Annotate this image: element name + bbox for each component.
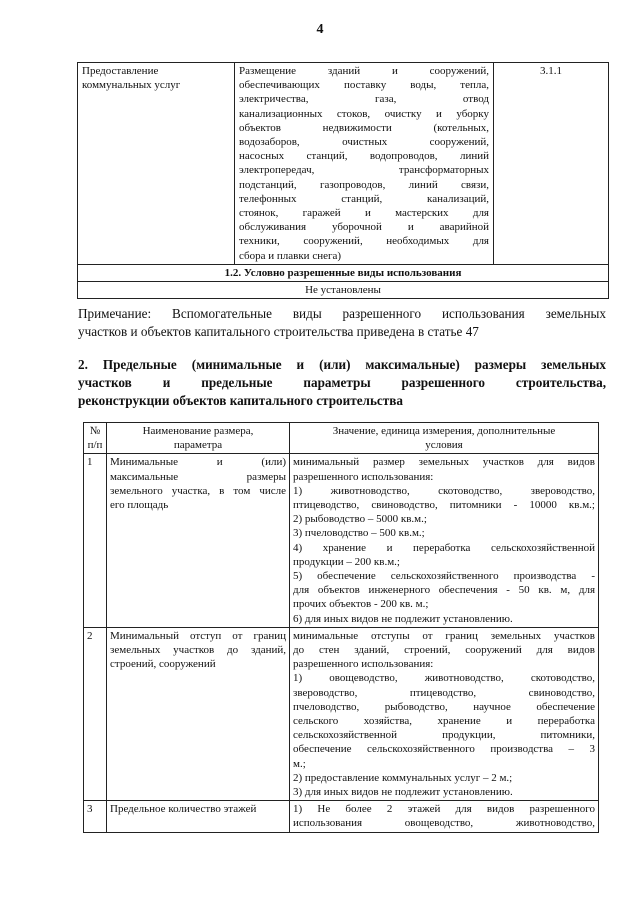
page-number: 4 bbox=[316, 22, 324, 37]
note-paragraph bbox=[78, 305, 606, 341]
header-line: условия bbox=[425, 439, 463, 452]
value-line: разрешенного использования: bbox=[293, 658, 434, 671]
value-line: пчеловодство, рыбоводство, научное обеспечение bbox=[293, 700, 595, 713]
subheading-cell bbox=[78, 264, 609, 281]
header-line: параметра bbox=[173, 439, 223, 452]
description-line: обслуживания уборочной и аварийной bbox=[239, 221, 489, 234]
header-line: Наименование размера, bbox=[142, 425, 254, 437]
value-line: продукции – 200 кв.м.; bbox=[293, 555, 400, 568]
table-header-row bbox=[84, 423, 599, 454]
usage-code: 3.1.1 bbox=[540, 65, 562, 77]
name-line: Минимальный отступ от границ bbox=[110, 629, 286, 642]
value-line: 3) для иных видов не подлежит установлению. bbox=[293, 786, 513, 799]
table-row bbox=[78, 63, 609, 265]
value-line: разрешенного использования: bbox=[293, 470, 434, 483]
heading-line: реконструкции объектов капитального строительства bbox=[78, 393, 403, 408]
value-line: прочих объектов - 200 кв. м.; bbox=[293, 598, 429, 611]
value-line: сельского хозяйства, хранение и переработка bbox=[293, 715, 595, 728]
description-line: обеспечивающих поставку воды, тепла, bbox=[239, 79, 489, 92]
description-line: сбора и плавки снега) bbox=[239, 249, 342, 262]
description-line: электропередач, трансформаторных bbox=[239, 164, 489, 177]
table-row bbox=[84, 454, 599, 627]
value-line: минимальный размер земельных участков для видов bbox=[293, 456, 595, 469]
table-row bbox=[84, 627, 599, 800]
table-row bbox=[84, 801, 599, 832]
value-line: сельскохозяйственной продукции, питомники, bbox=[293, 729, 595, 742]
table-row bbox=[78, 282, 609, 299]
name-line: земельного участка, в том числе bbox=[110, 484, 286, 497]
not-established-cell bbox=[78, 282, 609, 299]
value-line: 1) животноводство, скотоводство, звероводство, bbox=[293, 484, 595, 497]
value-line: 3) пчеловодство – 500 кв.м.; bbox=[293, 527, 425, 540]
value-line: м.; bbox=[293, 757, 306, 770]
name-line: его площадь bbox=[110, 499, 169, 512]
header-line: Значение, единица измерения, дополнительные bbox=[332, 425, 556, 437]
value-line: птицеводство, свиноводство, питомники - 10000 кв.м.; bbox=[293, 499, 595, 512]
header-value bbox=[290, 423, 599, 454]
value-line: 2) рыбоводство – 5000 кв.м.; bbox=[293, 513, 427, 526]
header-name bbox=[107, 423, 290, 454]
value-line: минимальные отступы от границ земельных участков bbox=[293, 629, 595, 642]
value-line: до стен зданий, строений, сооружений для видов bbox=[293, 644, 595, 657]
description-line: насосных станций, водопроводов, линий bbox=[239, 150, 489, 163]
description-line: техники, сооружений, необходимых для bbox=[239, 235, 489, 248]
description-line: стоянок, гаражей и мастерских для bbox=[239, 207, 489, 220]
description-line: телефонных станций, канализаций, bbox=[239, 192, 489, 205]
row-name bbox=[107, 801, 290, 832]
row-value bbox=[290, 454, 599, 627]
header-num bbox=[84, 423, 107, 454]
name-line: Минимальные и (или) bbox=[110, 456, 286, 469]
heading-line: участков и предельные параметры разрешенного строительства, bbox=[78, 375, 606, 390]
note-line: Примечание: Вспомогательные виды разрешенного использования земельных bbox=[78, 306, 606, 321]
header-line: № bbox=[89, 425, 101, 437]
row-num: 3 bbox=[84, 801, 107, 832]
subheading: 1.2. Условно разрешенные виды использования bbox=[224, 266, 462, 279]
table-row bbox=[78, 264, 609, 281]
row-name bbox=[107, 627, 290, 800]
description-line: водозаборов, очистных сооружений, bbox=[239, 136, 489, 149]
usage-code-cell bbox=[494, 63, 609, 265]
parameters-table bbox=[83, 422, 599, 833]
name-line: строений, сооружений bbox=[110, 658, 216, 671]
row-name bbox=[107, 454, 290, 627]
value-line: 6) для иных видов не подлежит установлению. bbox=[293, 612, 513, 625]
value-line: 1) овощеводство, животноводство, скотоводство, bbox=[293, 672, 595, 685]
name-line: максимальные размеры bbox=[110, 470, 286, 483]
row-num: 1 bbox=[84, 454, 107, 627]
description-line: подстанций, газопроводов, линий связи, bbox=[239, 178, 489, 191]
description-line: канализационных стоков, очистку и уборку bbox=[239, 107, 489, 120]
name-line: Предельное количество этажей bbox=[110, 803, 257, 816]
not-established: Не установлены bbox=[305, 284, 381, 297]
value-line: звероводство, птицеводство, свиноводство, bbox=[293, 686, 595, 699]
heading-line: 2. Предельные (минимальные и (или) максимальные) размеры земельных bbox=[78, 357, 606, 372]
description-line: Размещение зданий и сооружений, bbox=[239, 65, 489, 77]
value-line: обеспечение сельскохозяйственного производства – 3 bbox=[293, 743, 595, 756]
usage-name-cell bbox=[78, 63, 235, 265]
row-value bbox=[290, 801, 599, 832]
row-value bbox=[290, 627, 599, 800]
value-line: 1) Не более 2 этажей для видов разрешенного bbox=[293, 803, 595, 816]
header-line: п/п bbox=[87, 439, 103, 452]
row-num: 2 bbox=[84, 627, 107, 800]
value-line: использования овощеводство, животноводство, bbox=[293, 817, 595, 830]
value-line: 5) обеспечение сельскохозяйственного производства - bbox=[293, 570, 595, 583]
description-line: объектов недвижимости (котельных, bbox=[239, 121, 489, 134]
usage-description-cell bbox=[235, 63, 494, 265]
name-line: земельных участков до зданий, bbox=[110, 644, 286, 657]
value-line: 2) предоставление коммунальных услуг – 2 м.; bbox=[293, 771, 513, 784]
value-line: 4) хранение и переработка сельскохозяйственной bbox=[293, 541, 595, 554]
usage-table bbox=[77, 62, 609, 299]
usage-name: Предоставление коммунальных услуг bbox=[82, 65, 181, 92]
note-line: участков и объектов капитального строительства приведена в статье 47 bbox=[78, 324, 479, 339]
description-line: электричества, газа, отвод bbox=[239, 93, 489, 106]
value-line: для объектов инженерного обеспечения - 50 кв. м, для bbox=[293, 584, 595, 597]
section-heading bbox=[78, 356, 606, 410]
